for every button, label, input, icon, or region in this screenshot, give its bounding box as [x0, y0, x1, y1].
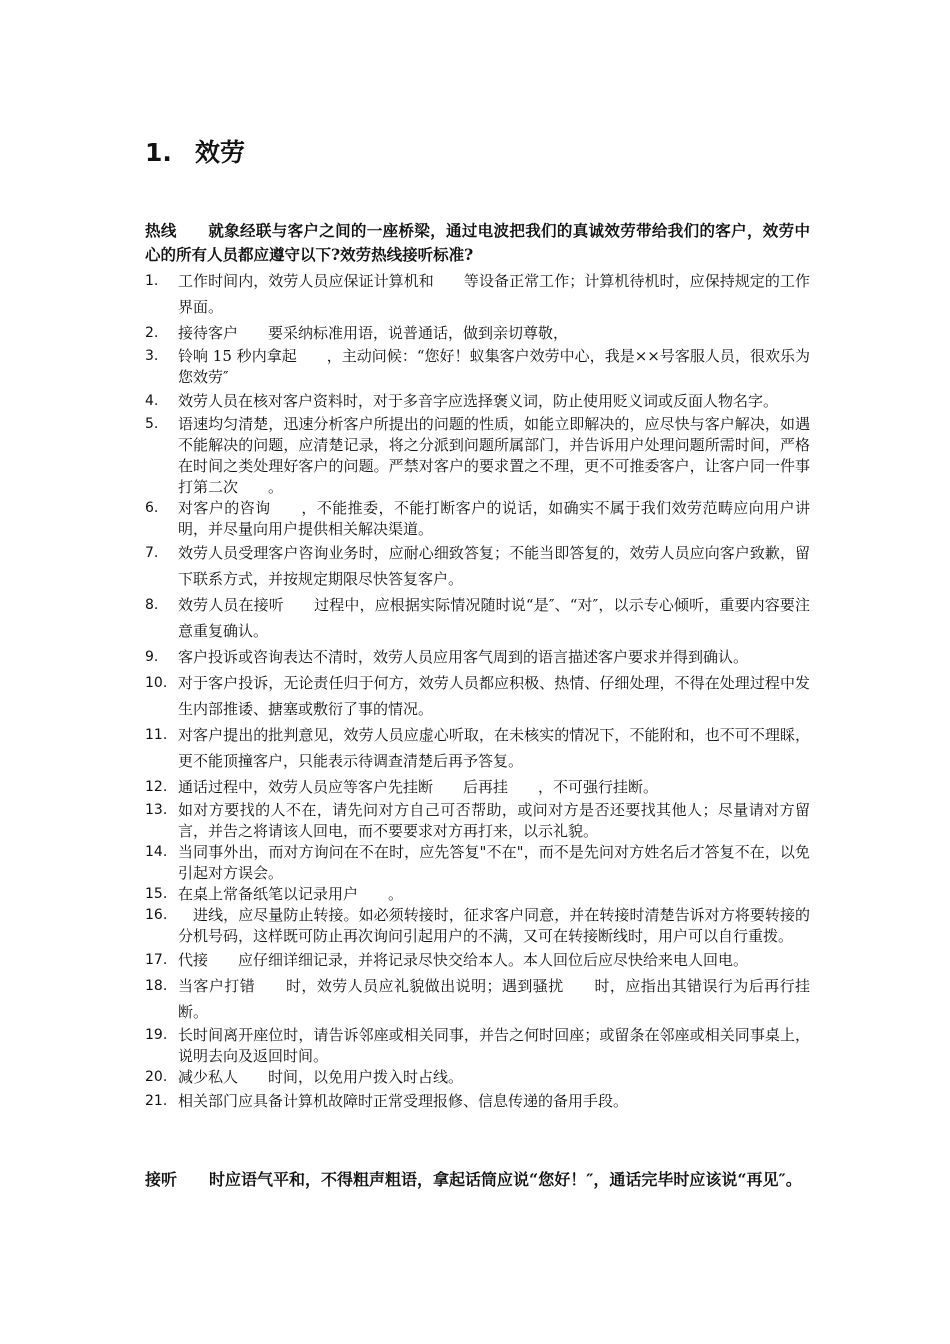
list-item: [145, 346, 810, 388]
list-item: [145, 1067, 810, 1088]
list-item-text: 通话过程中，效劳人员应等客户先挂断 后再挂 ，不可强行挂断。: [178, 778, 659, 796]
list-item-number: 15.: [145, 886, 168, 902]
list-item: [145, 388, 810, 414]
list-item: [145, 414, 810, 498]
list-item-number: 18.: [145, 978, 168, 994]
list-item: [145, 973, 810, 1025]
list-item-text: 长时间离开座位时，请告诉邻座或相关同事，并告之何时回座；或留条在邻座或相关同事桌上，说明去向及返回时间。: [178, 1026, 810, 1065]
list-item-number: 16.: [145, 907, 168, 923]
list-item: [145, 905, 810, 947]
list-item-text: 如对方要找的人不在，请先问对方自己可否帮助，或问对方是否还要找其他人；尽量请对方留言，并告之将请该人回电，而不要要求对方再打来，以示礼貌。: [178, 801, 810, 840]
list-item-text: 当客户打错 时，效劳人员应礼貌做出说明；遇到骚扰 时，应指出其错误行为后再行挂断。: [178, 977, 810, 1021]
list-item-text: 对客户提出的批判意见，效劳人员应虚心听取，在未核实的情况下，不能附和，也不可不理睬，更不能顶撞客户，只能表示待调查清楚后再予答复。: [178, 726, 810, 770]
list-item-number: 8.: [145, 597, 159, 613]
list-item-text: 语速均匀清楚，迅速分析客户所提出的问题的性质，如能立即解决的，应尽快与客户解决，如遇不能解决的问题，应清楚记录，将之分派到问题所属部门，并告诉用户处理问题所需时间，严格在时间之类处理好客户的问题。严禁对客户的要求置之不理，更不可推委客户，让客户同一件事打第二次 。: [178, 415, 810, 496]
list-item-number: 4.: [145, 393, 159, 409]
list-item: [145, 800, 810, 842]
list-item-number: 19.: [145, 1027, 168, 1043]
list-item: [145, 774, 810, 800]
list-item-text: 效劳人员在核对客户资料时，对于多音字应选择褒义词，防止使用贬义词或反面人物名字。: [178, 392, 779, 410]
list-item-text: 效劳人员受理客户咨询业务时，应耐心细致答复；不能当即答复的，效劳人员应向客户致歉，留下联系方式，并按规定期限尽快答复客户。: [178, 544, 810, 588]
list-item: [145, 592, 810, 644]
section-heading: [145, 133, 245, 169]
list-item-text: 对客户的咨询 ，不能推委，不能打断客户的说话，如确实不属于我们效劳范畴应向用户讲明，并尽量向用户提供相关解决渠道。: [178, 499, 810, 538]
list-item-number: 6.: [145, 500, 159, 516]
list-item: [145, 1088, 810, 1114]
list-item-number: 5.: [145, 416, 159, 432]
list-item-text: 对于客户投诉，无论责任归于何方，效劳人员都应积极、热情、仔细处理，不得在处理过程中发生内部推诿、搪塞或敷衍了事的情况。: [178, 674, 810, 718]
list-item: [145, 884, 810, 905]
intro-paragraph: 热线 就象经联与客户之间的一座桥梁，通过电波把我们的真诚效劳带给我们的客户，效劳中心的所有人员都应遵守以下?效劳热线接听标准?: [145, 221, 810, 264]
list-item: [145, 1025, 810, 1067]
list-item-text: 接待客户 要采纳标准用语，说普通话，做到亲切尊敬，: [178, 324, 569, 342]
list-item: [145, 842, 810, 884]
list-item-text: 相关部门应具备计算机故障时正常受理报修、信息传递的备用手段。: [178, 1092, 629, 1110]
list-item: [145, 540, 810, 592]
list-item: [145, 644, 810, 670]
rules-list: [145, 268, 810, 1114]
list-item-number: 13.: [145, 802, 168, 818]
list-item-text: 在桌上常备纸笔以记录用户 。: [178, 885, 404, 903]
list-item-text: 铃响 15 秒内拿起 ，主动问候：“您好！蚁集客户效劳中心，我是××号客服人员，很欢乐为您效劳″: [178, 347, 810, 386]
list-item-text: 减少私人 时间，以免用户拨入时占线。: [178, 1068, 464, 1086]
list-item-text: 效劳人员在接听 过程中，应根据实际情况随时说“是″、“对″，以示专心倾听，重要内容要注意重复确认。: [178, 596, 810, 640]
list-item-number: 20.: [145, 1069, 168, 1085]
list-item-text: 进线，应尽量防止转接。如必须转接时，征求客户同意，并在转接时清楚告诉对方将要转接的分机号码，这样既可防止再次询问引起用户的不满，又可在转接断线时，用户可以自行重拨。: [178, 906, 810, 945]
list-item: [145, 268, 810, 320]
closing-paragraph: 接听 时应语气平和，不得粗声粗语，拿起话筒应说“您好！″，通话完毕时应该说“再见″。: [145, 1170, 802, 1189]
list-item: [145, 498, 810, 540]
list-item-number: 7.: [145, 545, 159, 561]
list-item: [145, 947, 810, 973]
list-item-text: 客户投诉或咨询表达不清时，效劳人员应用客气周到的语言描述客户要求并得到确认。: [178, 648, 749, 666]
list-item-number: 21.: [145, 1093, 168, 1109]
list-item: [145, 670, 810, 722]
list-item-number: 2.: [145, 325, 159, 341]
list-item-number: 3.: [145, 348, 159, 364]
list-item-number: 11.: [145, 727, 168, 743]
list-item-number: 17.: [145, 952, 168, 968]
list-item: [145, 320, 810, 346]
list-item-number: 14.: [145, 844, 168, 860]
list-item-text: 工作时间内，效劳人员应保证计算机和 等设备正常工作；计算机待机时，应保持规定的工作界面。: [178, 272, 810, 316]
section-title: 效劳: [195, 138, 246, 167]
list-item-number: 1.: [145, 273, 159, 289]
list-item-number: 9.: [145, 649, 159, 665]
list-item-number: 10.: [145, 675, 168, 691]
list-item-text: 当同事外出，而对方询问在不在时，应先答复"不在"，而不是先问对方姓名后才答复不在，以免引起对方误会。: [178, 843, 810, 882]
list-item: [145, 722, 810, 774]
list-item-number: 12.: [145, 779, 168, 795]
list-item-text: 代接 应仔细详细记录，并将记录尽快交给本人。本人回位后应尽快给来电人回电。: [178, 951, 749, 969]
section-number: 1.: [145, 138, 172, 167]
